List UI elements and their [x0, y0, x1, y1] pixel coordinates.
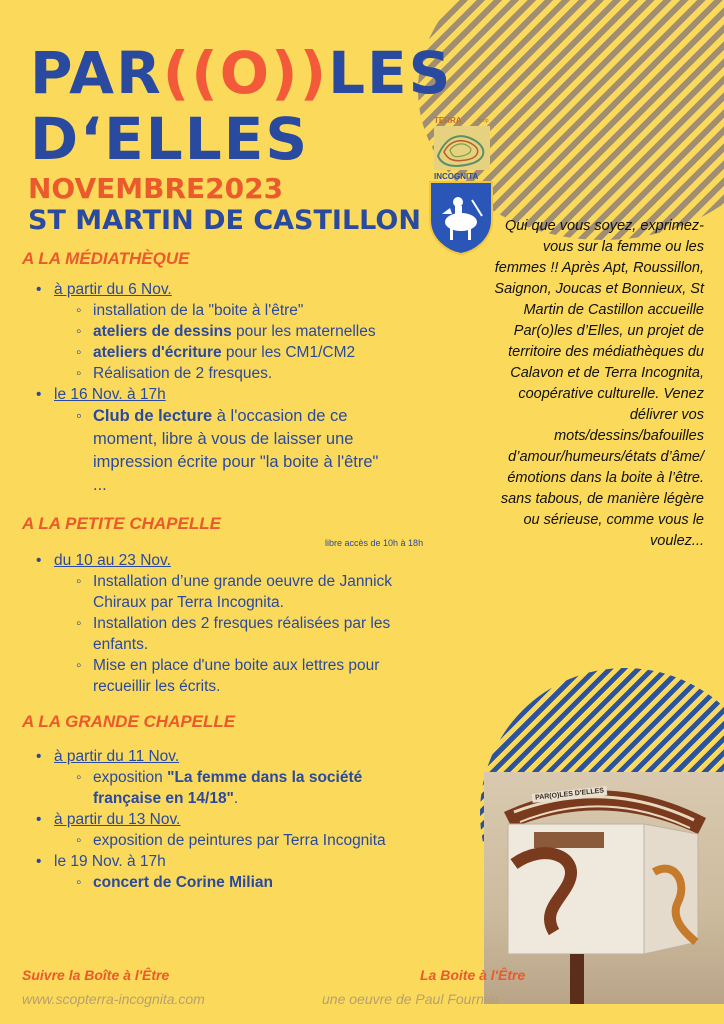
event-date: le 19 Nov. à 17h: [54, 853, 166, 870]
sub-item-text: Installation des 2 fresques réalisées par les enfants.: [93, 615, 391, 653]
list-item: [32, 550, 452, 697]
mailbox-plate: PAR(O)LES D'ELLES: [532, 786, 608, 803]
footer-credit: une oeuvre de Paul Fournier: [322, 991, 500, 1007]
sub-item-bold: "La femme dans la société française en 14/18": [93, 769, 363, 807]
list-item: [32, 384, 452, 497]
footer-left-heading: Suivre la Boîte à l'Être: [22, 967, 170, 983]
place: ST MARTIN DE CASTILLON: [28, 205, 421, 236]
sub-list: [76, 405, 396, 497]
terra-incognita-logo: [426, 116, 494, 186]
title-line-1: [30, 39, 453, 107]
event-date: à partir du 6 Nov.: [54, 281, 172, 298]
petite-chapelle-list: [32, 550, 452, 697]
sub-item: [76, 342, 452, 363]
list-item: [32, 851, 462, 893]
sub-item-text: Installation d’une grande oeuvre de Jannick Chiraux par Terra Incognita.: [93, 573, 393, 611]
saint-martin-shield-icon: [428, 180, 494, 256]
list-item: [32, 809, 462, 851]
sub-list: [76, 300, 452, 384]
sub-item-bold: concert de Corine Milian: [93, 874, 274, 891]
footer-website[interactable]: www.scopterra-incognita.com: [22, 991, 205, 1007]
opening-hours-note: libre accès de 10h à 18h: [325, 538, 424, 548]
sub-list: [76, 767, 416, 809]
sub-item-bold: ateliers d'écriture: [93, 344, 222, 361]
sub-item-text: pour les CM1/CM2: [221, 344, 356, 361]
sub-item: [76, 405, 396, 497]
logo-name-line2: INCOGNITA: [434, 172, 479, 181]
sub-item: [76, 363, 452, 384]
logo-name-line1: TERRA: [434, 116, 462, 125]
sub-item-bold: Club de lecture: [93, 407, 213, 425]
sub-item-text: Mise en place d'une boite aux lettres pour recueillir les écrits.: [93, 657, 380, 695]
section-heading-petite-chapelle: A LA PETITE CHAPELLE: [22, 514, 221, 533]
event-date: le 16 Nov. à 17h: [54, 386, 166, 403]
sub-item-text: exposition: [93, 769, 168, 786]
map-icon: [434, 126, 490, 170]
event-date: à partir du 13 Nov.: [54, 811, 181, 828]
title-line-2: D‘ELLES: [30, 105, 310, 173]
sub-item-after: .: [233, 790, 239, 807]
sub-item: [76, 767, 416, 809]
list-item: [32, 746, 462, 809]
title-part-1: PAR: [30, 39, 163, 107]
sub-item: [76, 571, 416, 613]
sub-list: [76, 830, 462, 851]
event-date: à partir du 11 Nov.: [54, 748, 180, 765]
sub-item: [76, 830, 462, 851]
month: NOVEMBRE2023: [28, 172, 284, 205]
footer-right-heading: La Boite à l'Être: [420, 967, 526, 983]
sub-item-text: pour les maternelles: [231, 323, 376, 340]
event-date: du 10 au 23 Nov.: [54, 552, 171, 569]
grande-chapelle-list: [32, 746, 462, 893]
sub-item-text: exposition de peintures par Terra Incognita: [93, 832, 386, 849]
logo-small: scop: [478, 118, 489, 124]
section-heading-grande-chapelle: A LA GRANDE CHAPELLE: [22, 712, 236, 731]
sub-item: [76, 300, 452, 321]
sub-item: [76, 613, 416, 655]
list-item: [32, 279, 452, 384]
section-heading-mediatheque: A LA MÉDIATHÈQUE: [22, 249, 190, 268]
sub-item-text: installation de la "boite à l'être": [93, 302, 304, 319]
side-description: Qui que vous soyez, exprimez-vous sur la femme ou les femmes !! Après Apt, Roussillon, Saignon, Joucas et Bonnieux, St Martin de Castillon accueille Par(o)les d’Elles, un projet de territoire des médiathèques du Calavon et de Terra Incognita, coopérative culturelle. Venez délivrer vos mots/dessins/bafouilles d’amour/humeurs/états d’âme/émotions dans la boite à l’être. sans tabous, de manière légère ou sérieuse, comme vous le voulez...: [494, 218, 704, 549]
sub-item: [76, 321, 452, 342]
sub-list: [76, 571, 416, 697]
mediatheque-list: [32, 279, 452, 497]
sub-item: [76, 655, 416, 697]
title-part-2: ((O)): [162, 39, 329, 107]
sub-item-text: Réalisation de 2 fresques.: [93, 365, 273, 382]
sub-list: [76, 872, 462, 893]
title-part-3: LES: [328, 39, 453, 107]
sub-item: [76, 872, 462, 893]
sub-item-text: à l'occasion de ce moment, libre à vous de laisser une impression écrite pour "la boite à l'être" ...: [93, 407, 379, 494]
sub-item-bold: ateliers de dessins: [93, 323, 232, 340]
